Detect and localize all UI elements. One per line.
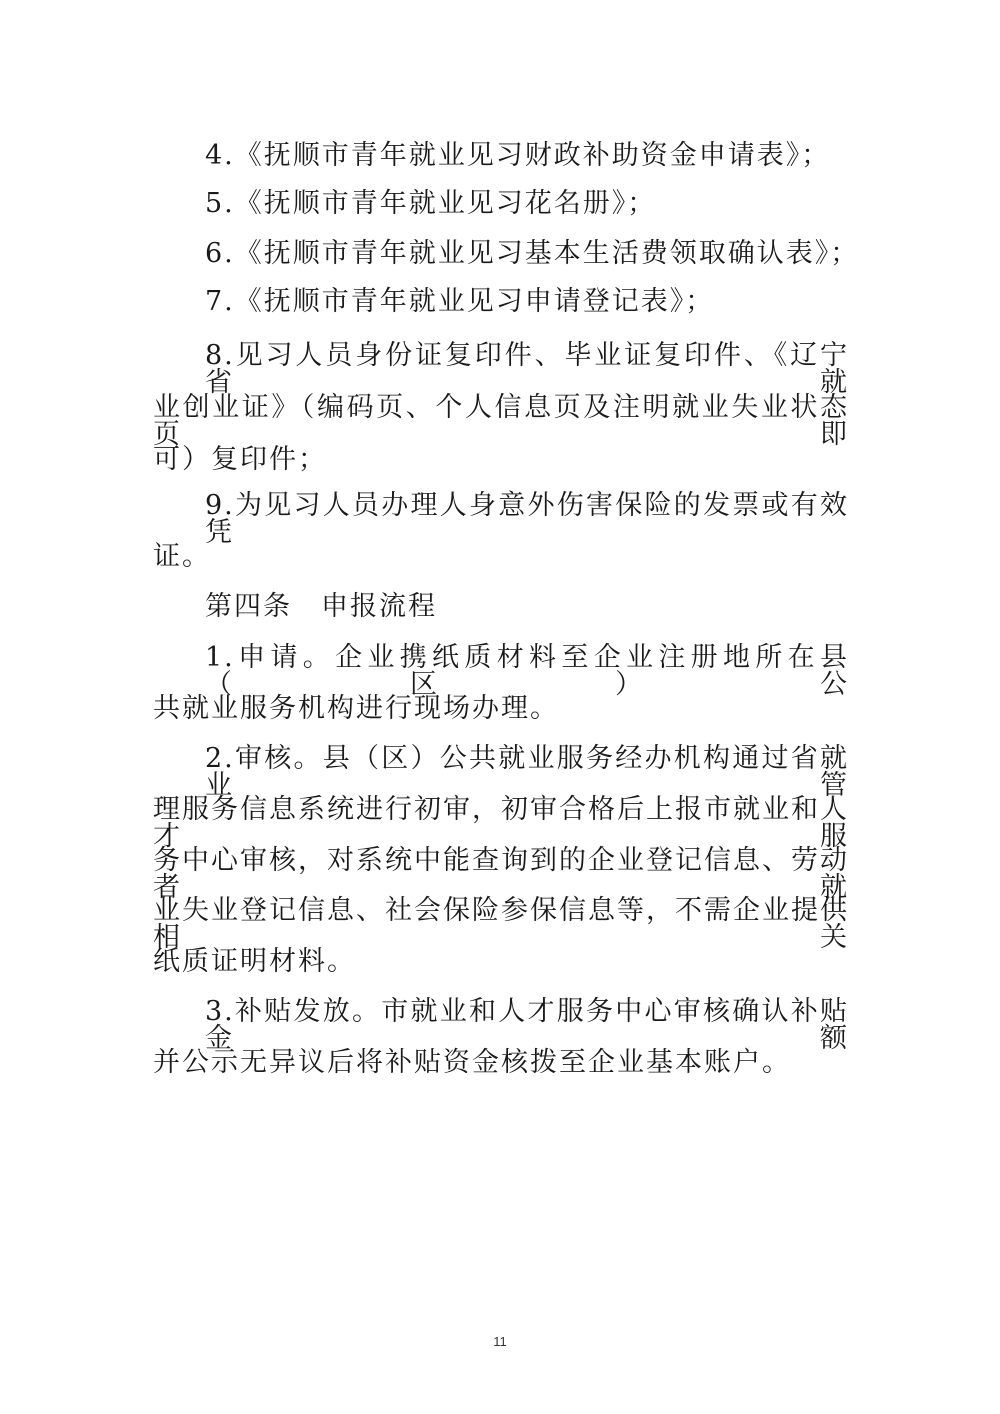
list-item-9-line-1: 9.为见习人员办理人身意外伤害保险的发票或有效凭 <box>205 490 849 548</box>
step-3-line-1: 3.补贴发放。市就业和人才服务中心审核确认补贴金额 <box>205 996 849 1054</box>
list-item-6: 6.《抚顺市青年就业见习基本生活费领取确认表》； <box>205 238 860 269</box>
step-2-line-1: 2.审核。县（区）公共就业服务经办机构通过省就业管 <box>205 743 849 801</box>
list-item-5: 5.《抚顺市青年就业见习花名册》； <box>205 188 657 219</box>
step-2-line-4: 业失业登记信息、社会保险参保信息等，不需企业提供相关 <box>153 895 849 953</box>
list-item-8-line-3: 可）复印件； <box>153 444 327 475</box>
step-3-line-2: 并公示无异议后将补贴资金核拨至企业基本账户。 <box>153 1047 791 1078</box>
article-heading: 第四条 申报流程 <box>205 591 437 622</box>
step-2-line-3: 务中心审核，对系统中能查询到的企业登记信息、劳动者就 <box>153 845 849 903</box>
step-1-line-2: 共就业服务机构进行现场办理。 <box>153 693 559 724</box>
step-2-line-2: 理服务信息系统进行初审，初审合格后上报市就业和人才服 <box>153 794 849 852</box>
list-item-9-line-2: 证。 <box>153 541 211 572</box>
step-1-line-1: 1.申请。企业携纸质材料至企业注册地所在县（区）公 <box>205 642 849 700</box>
list-item-8-line-2: 业创业证》（编码页、个人信息页及注明就业失业状态页即 <box>153 392 849 450</box>
list-item-7: 7.《抚顺市青年就业见习申请登记表》； <box>205 286 715 317</box>
list-item-4: 4.《抚顺市青年就业见习财政补助资金申请表》； <box>205 140 831 171</box>
step-2-line-5: 纸质证明材料。 <box>153 946 356 977</box>
list-item-8-line-1: 8.见习人员身份证复印件、毕业证复印件、《辽宁省就 <box>205 340 849 398</box>
page-number: 11 <box>493 1334 507 1349</box>
